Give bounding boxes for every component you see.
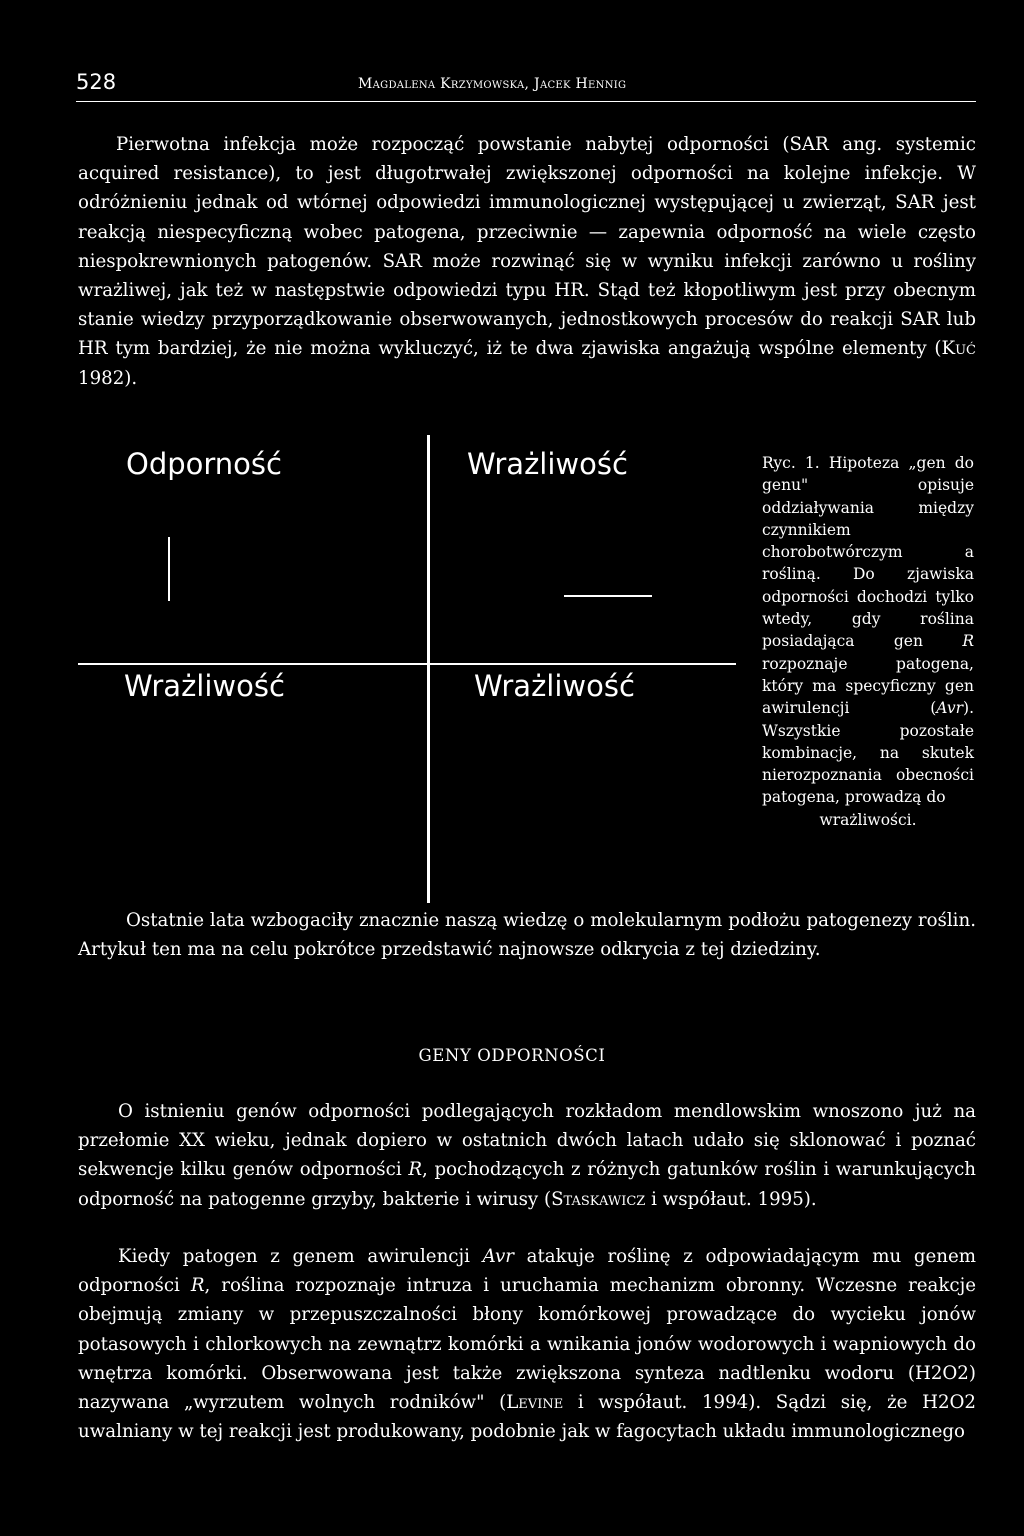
gene-r: R — [190, 1275, 205, 1297]
figure-label-resistance: Odporność — [126, 447, 282, 481]
header-rule — [76, 101, 976, 102]
figure-horizontal-dash — [564, 595, 652, 597]
paragraph-text: O istnieniu genów odporności podlegających rozkładom mendlowskim wnoszono już na przełomie XX wieku, jednak dopiero w ostatnich dwóch latach udało się sklonować i poznać sekwencje kilku genów odporności — [78, 1101, 976, 1181]
caption-text: ). Wszystkie pozostałe kombinacje, na skutek nierozpoznania obecności patogena, prowadzą do — [762, 699, 974, 807]
page-header — [76, 70, 976, 104]
figure-caption — [762, 452, 974, 831]
paragraph-resistance-genes — [78, 1097, 976, 1214]
gene-r: R — [408, 1159, 423, 1181]
figure-horizontal-divider — [78, 663, 736, 665]
paragraph-text: 1982). — [78, 367, 138, 389]
section-heading: GENY ODPORNOŚCI — [418, 1046, 606, 1065]
caption-text: rozpoznaje patogena, który ma specyficzny gen awirulencji ( — [762, 654, 974, 718]
paragraph-text: i współaut. 1995). — [645, 1188, 817, 1210]
running-head: Magdalena Krzymowska, Jacek Hennig — [358, 76, 627, 92]
citation: Levine — [506, 1392, 564, 1414]
citation: Kuć — [941, 338, 976, 360]
caption-last-line: wrażliwości. — [819, 810, 917, 829]
paragraph-text: Kiedy patogen z genem awirulencji — [118, 1246, 483, 1267]
caption-text: Ryc. 1. Hipoteza „gen do genu" opisuje oddziaływania między czynnikiem chorobotwórczym a rośliną. Do zjawiska odporności dochodzi tylko wtedy, gdy roślina posiadająca gen — [762, 454, 974, 651]
figure-label-susceptibility-bottom-left: Wrażliwość — [124, 669, 285, 703]
paragraph-text: atakuje roślinę z odpowiadającym mu genem odporności — [78, 1246, 977, 1297]
chemical-formula: H2O2 — [922, 1392, 976, 1414]
figure-label-susceptibility-bottom-right: Wrażliwość — [474, 669, 635, 703]
gene-avr: Avr — [482, 1246, 514, 1267]
page-number: 528 — [76, 70, 117, 94]
paragraph-text: uwalniany w tej reakcji jest produkowany, podobnie jak w fagocytach układu immunologicznego — [78, 1421, 966, 1443]
paragraph-text: i współaut. 1994). Sądzi się, że — [563, 1392, 923, 1414]
caption-gene-avr: Avr — [936, 699, 964, 718]
paragraph-sar — [78, 130, 976, 393]
chemical-formula: H2O2 — [914, 1362, 969, 1384]
paragraph-text: , pochodzących z różnych gatunków roślin i warunkujących odporność na patogenne grzyby, bakterie i wirusy ( — [78, 1159, 977, 1210]
gene-for-gene-figure — [76, 425, 756, 905]
paragraph-text: , roślina rozpoznaje intruza i uruchamia mechanizm obronny. Wczesne reakcje obejmują zmiany w przepuszczalności błony komórkowej prowadzące do wycieku jonów potasowych i chlorkowych na zewnątrz komórki a wnikania jonów wodorowych i wapniowych do wnętrza komórki. Obserwowana jest także zwiększona synteza nadtlenku wodoru ( — [78, 1275, 976, 1384]
figure-label-susceptibility-top-right: Wrażliwość — [467, 447, 628, 481]
citation: Staskawicz — [551, 1188, 646, 1210]
figure-vertical-divider — [427, 435, 430, 903]
paragraph-text: Pierwotna infekcja może rozpocząć powstanie nabytej odporności (SAR ang. systemic acquired resistance), to jest długotrwałej zwiększonej odporności na kolejne infekcje. W odróżnieniu jednak od wtórnej odpowiedzi immunologicznej występującej u zwierząt, SAR jest reakcją niespecyficzną wobec patogena, przeciwnie — zapewnia odporność na wiele często niespokrewnionych patogenów. SAR może rozwinąć się w wyniku infekcji zarówno u rośliny wrażliwej, jak też w następstwie odpowiedzi typu HR. Stąd też kłopotliwym jest przy obecnym stanie wiedzy przyporządkowanie obserwowanych, jednostkowych procesów do reakcji SAR lub HR tym bardziej, że nie można wykluczyć, iż te dwa zjawiska angażują wspólne elementy ( — [78, 134, 976, 360]
paragraph-avr-recognition — [78, 1242, 976, 1446]
figure-vertical-bar — [168, 537, 170, 601]
paragraph-recent-years: Ostatnie lata wzbogaciły znacznie naszą wiedzę o molekularnym podłożu patogenezy roślin. Artykuł ten ma na celu pokrótce przedstawić najnowsze odkrycia z tej dziedziny. — [78, 910, 976, 961]
paragraph-text: ) nazywana „wyrzutem wolnych rodników" ( — [78, 1362, 976, 1414]
caption-gene-r: R — [962, 632, 974, 651]
